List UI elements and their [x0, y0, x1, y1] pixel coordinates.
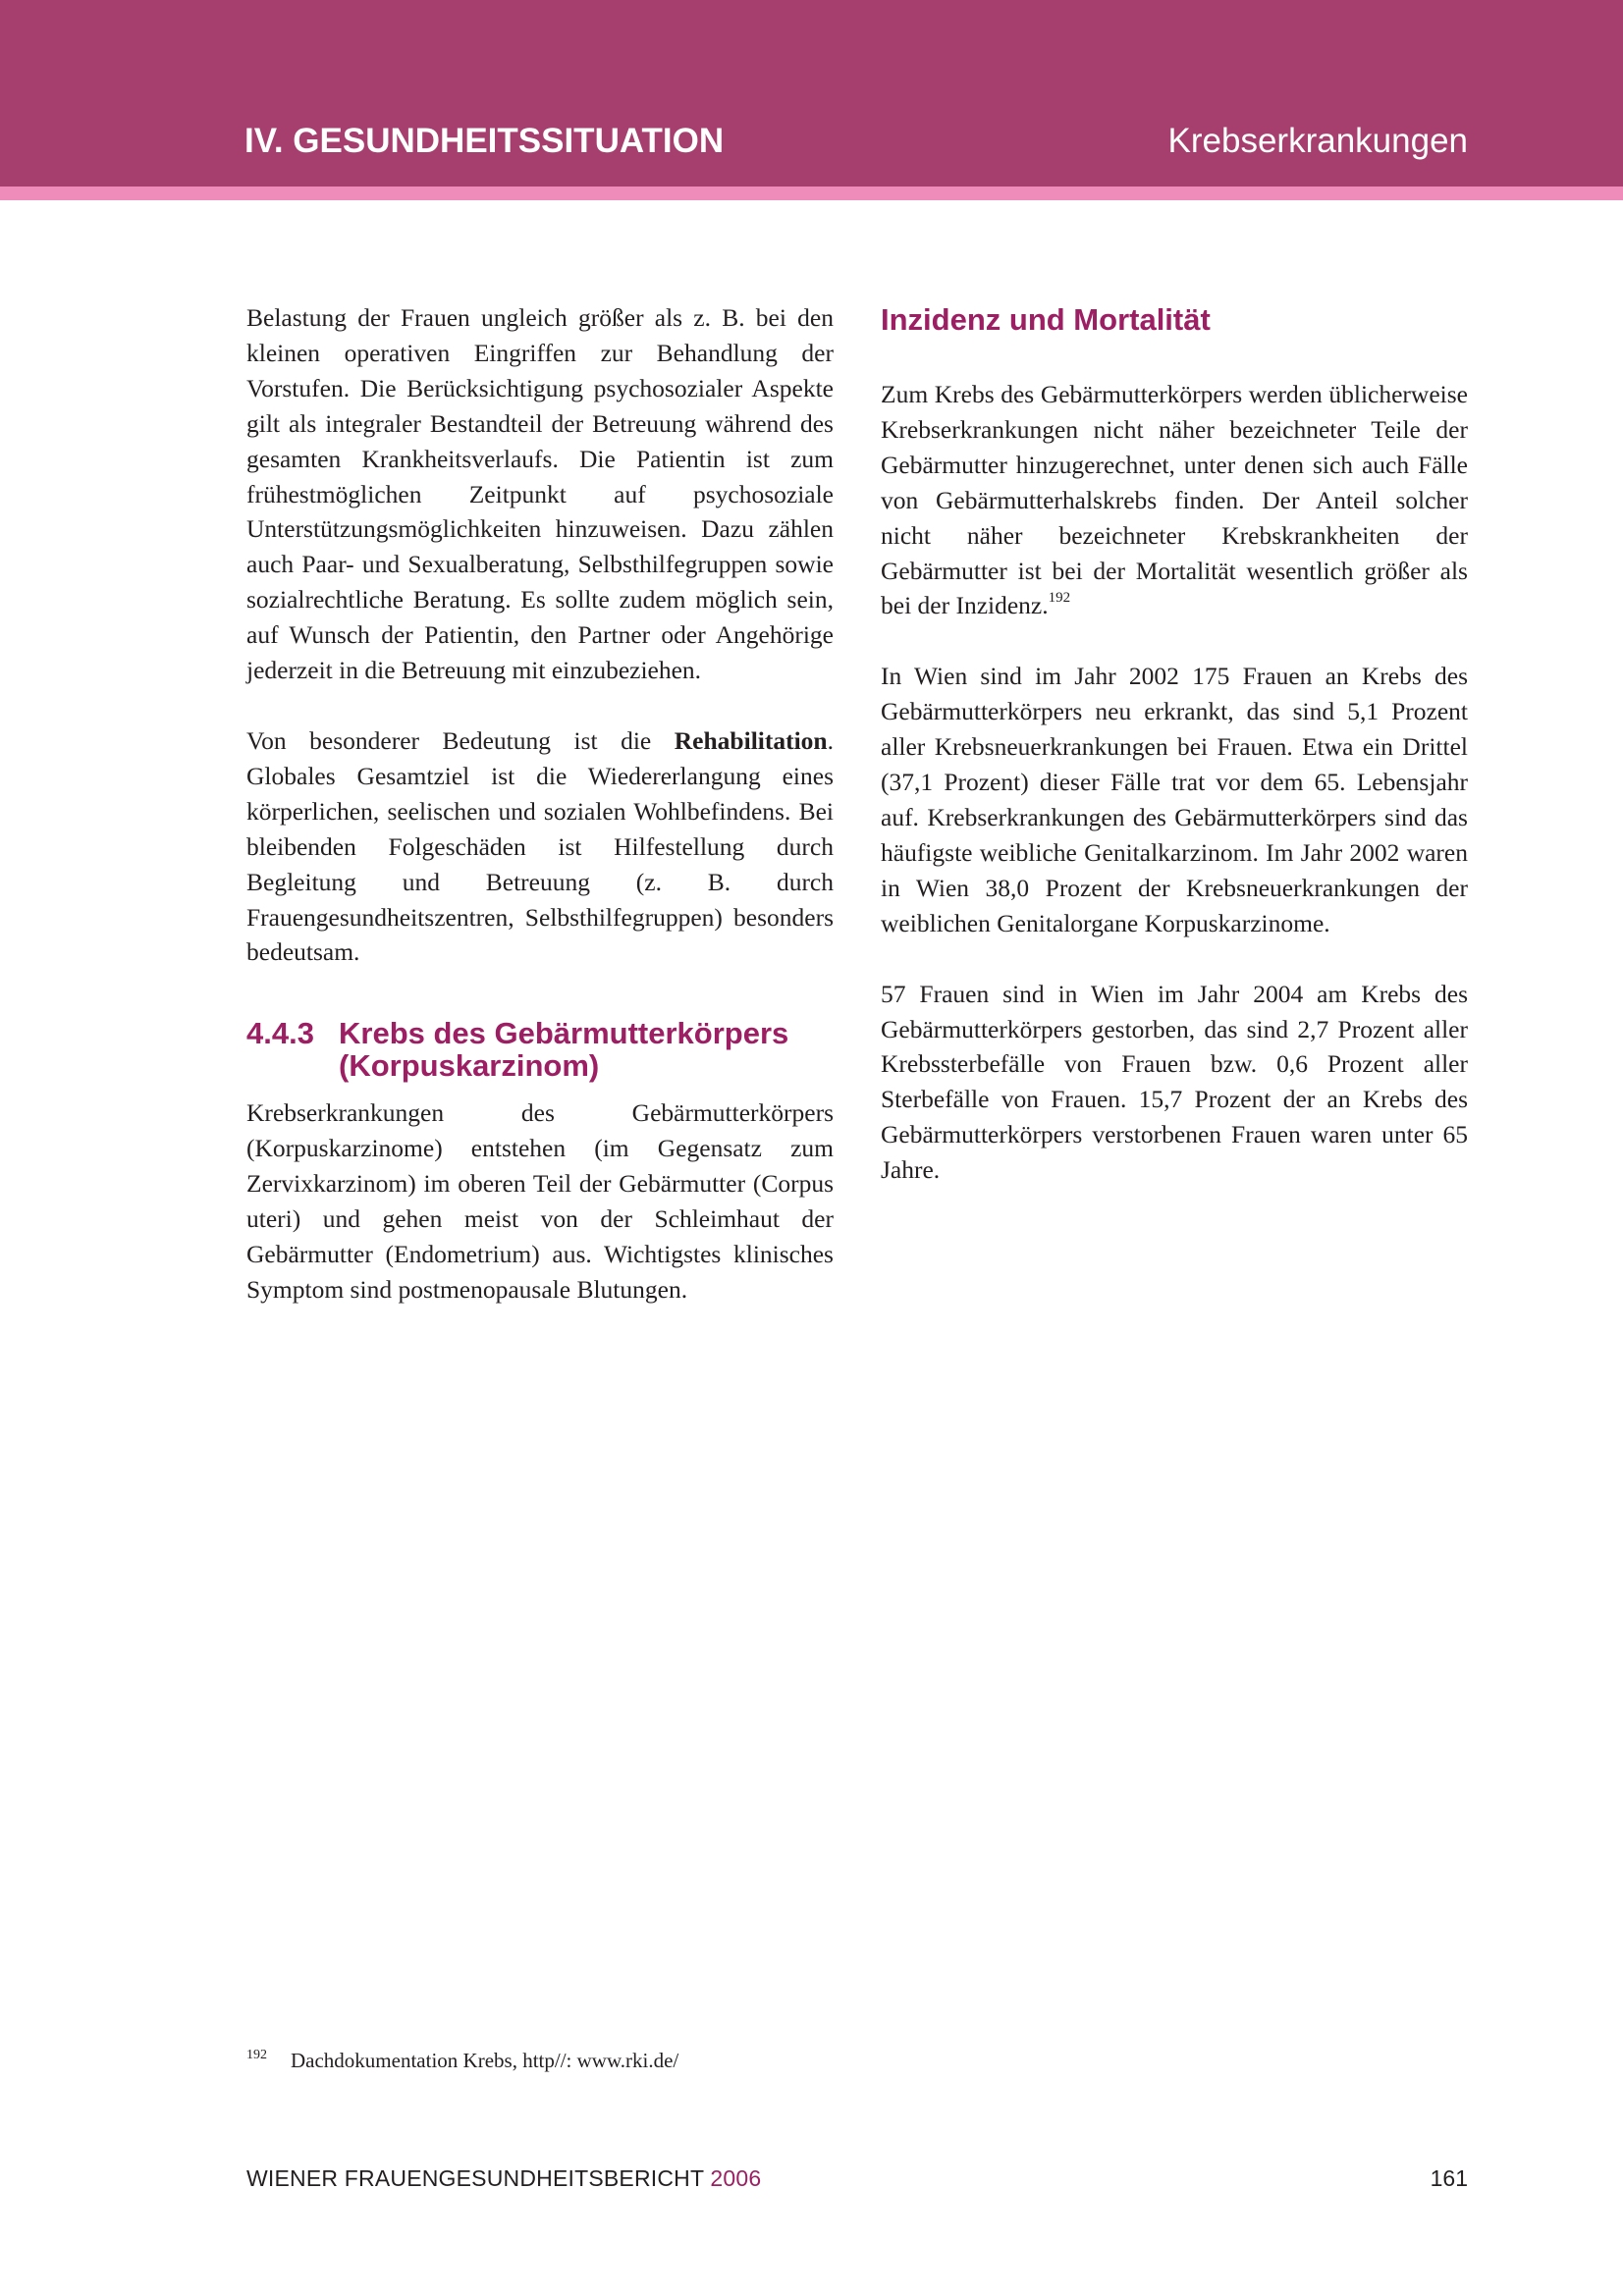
- footnote-text: Dachdokumentation Krebs, http//: www.rki.de/: [291, 2049, 679, 2072]
- paragraph-belastung: Belastung der Frauen ungleich größer als z. B. bei den kleinen operativen Eingriffen zur Behandlung der Vorstufen. Die Berücksichtigung psychosozialer Aspekte gilt als integraler Bestandteil der Betreuung während des gesamten Krankheitsverlaufs. Die Patientin ist zum frühestmöglichen Zeitpunkt auf psychosoziale Unterstützungsmöglichkeiten hinzuweisen. Dazu zählen auch Paar- und Sexualberatung, Selbsthilfegruppen sowie sozialrechtliche Beratung. Es sollte zudem möglich sein, auf Wunsch der Patientin, den Partner oder Angehörige jederzeit in die Betreuung mit einzubeziehen.: [246, 303, 834, 685]
- footer-title: WIENER FRAUENGESUNDHEITSBERICHT: [246, 2165, 704, 2191]
- section-title: Krebserkrankungen: [1167, 122, 1468, 160]
- paragraph-rehabilitation: [246, 723, 834, 970]
- footer-report-title: [246, 2165, 761, 2192]
- text-run: Zum Krebs des Gebärmutterkörpers werden üblicherweise Krebserkrankungen nicht näher bezeichneter Teile der Gebärmutter hinzugerechnet, unter denen sich auch Fälle von Gebärmutterhalskrebs finden. Der Anteil solcher nicht näher bezeichneter Krebskrankheiten der Gebärmutter ist bei der Mortalität wesentlich größer als bei der Inzidenz.: [881, 380, 1468, 620]
- footer-year: 2006: [710, 2165, 762, 2191]
- right-column: [881, 300, 1468, 1188]
- text-run: . Globales Gesamtziel ist die Wiedererlangung eines körperlichen, seelischen und sozialen Wohlbefindens. Bei bleibenden Folgeschäden ist Hilfestellung durch Begleitung und Betreuung (z. B. durch Frauengesundheitszentren, Selbsthilfegruppen) besonders bedeutsam.: [246, 725, 834, 967]
- section-heading-4-4-3: [246, 1017, 834, 1082]
- heading-line-2: (Korpuskarzinom): [339, 1048, 600, 1084]
- left-column: [246, 300, 834, 1308]
- footnote-number: 192: [246, 2048, 267, 2062]
- bold-term: Rehabilitation: [674, 725, 828, 755]
- header-bar: [0, 0, 1623, 187]
- text-run: Von besonderer Bedeutung ist die: [246, 725, 675, 755]
- heading-number: 4.4.3: [246, 1016, 314, 1051]
- footnote-ref[interactable]: 192: [1048, 590, 1071, 607]
- footnote: [246, 2048, 678, 2073]
- paragraph-korpuskarzinom: Krebserkrankungen des Gebärmutterkörpers (Korpuskarzinome) entstehen (im Gegensatz zum Zervixkarzinom) im oberen Teil der Gebärmutter (Corpus uteri) und gehen meist von der Schleimhaut der Gebärmutter (Endometrium) aus. Wichtigstes klinisches Symptom sind postmenopausale Blutungen.: [246, 1098, 834, 1304]
- header-stripe: [0, 187, 1623, 200]
- heading-line-1: Krebs des Gebärmutterkörpers: [339, 1016, 789, 1051]
- paragraph-zum-krebs: [881, 377, 1468, 623]
- heading-inzidenz-mortalitaet: Inzidenz und Mortalität: [881, 302, 1211, 337]
- page-number: 161: [1430, 2165, 1468, 2191]
- paragraph-inzidenz-wien: In Wien sind im Jahr 2002 175 Frauen an Krebs des Gebärmutterkörpers neu erkrankt, das sind 5,1 Prozent aller Krebsneuerkrankungen bei Frauen. Etwa ein Drittel (37,1 Prozent) dieser Fälle trat vor dem 65. Lebensjahr auf. Krebserkrankungen des Gebärmutterkörpers sind das häufigste weibliche Genitalkarzinom. Im Jahr 2002 waren in Wien 38,0 Prozent der Krebsneuerkrankungen der weiblichen Genitalorgane Korpuskarzinome.: [881, 662, 1468, 937]
- heading-text: [339, 1017, 788, 1082]
- chapter-title: IV. GESUNDHEITSSITUATION: [244, 122, 725, 160]
- paragraph-mortalitaet-wien: 57 Frauen sind in Wien im Jahr 2004 am Krebs des Gebärmutterkörpers gestorben, das sind 2,7 Prozent aller Krebssterbefälle von Frauen bzw. 0,6 Prozent aller Sterbefälle von Frauen. 15,7 Prozent der an Krebs des Gebärmutterkörpers verstorbenen Frauen waren unter 65 Jahre.: [881, 979, 1468, 1185]
